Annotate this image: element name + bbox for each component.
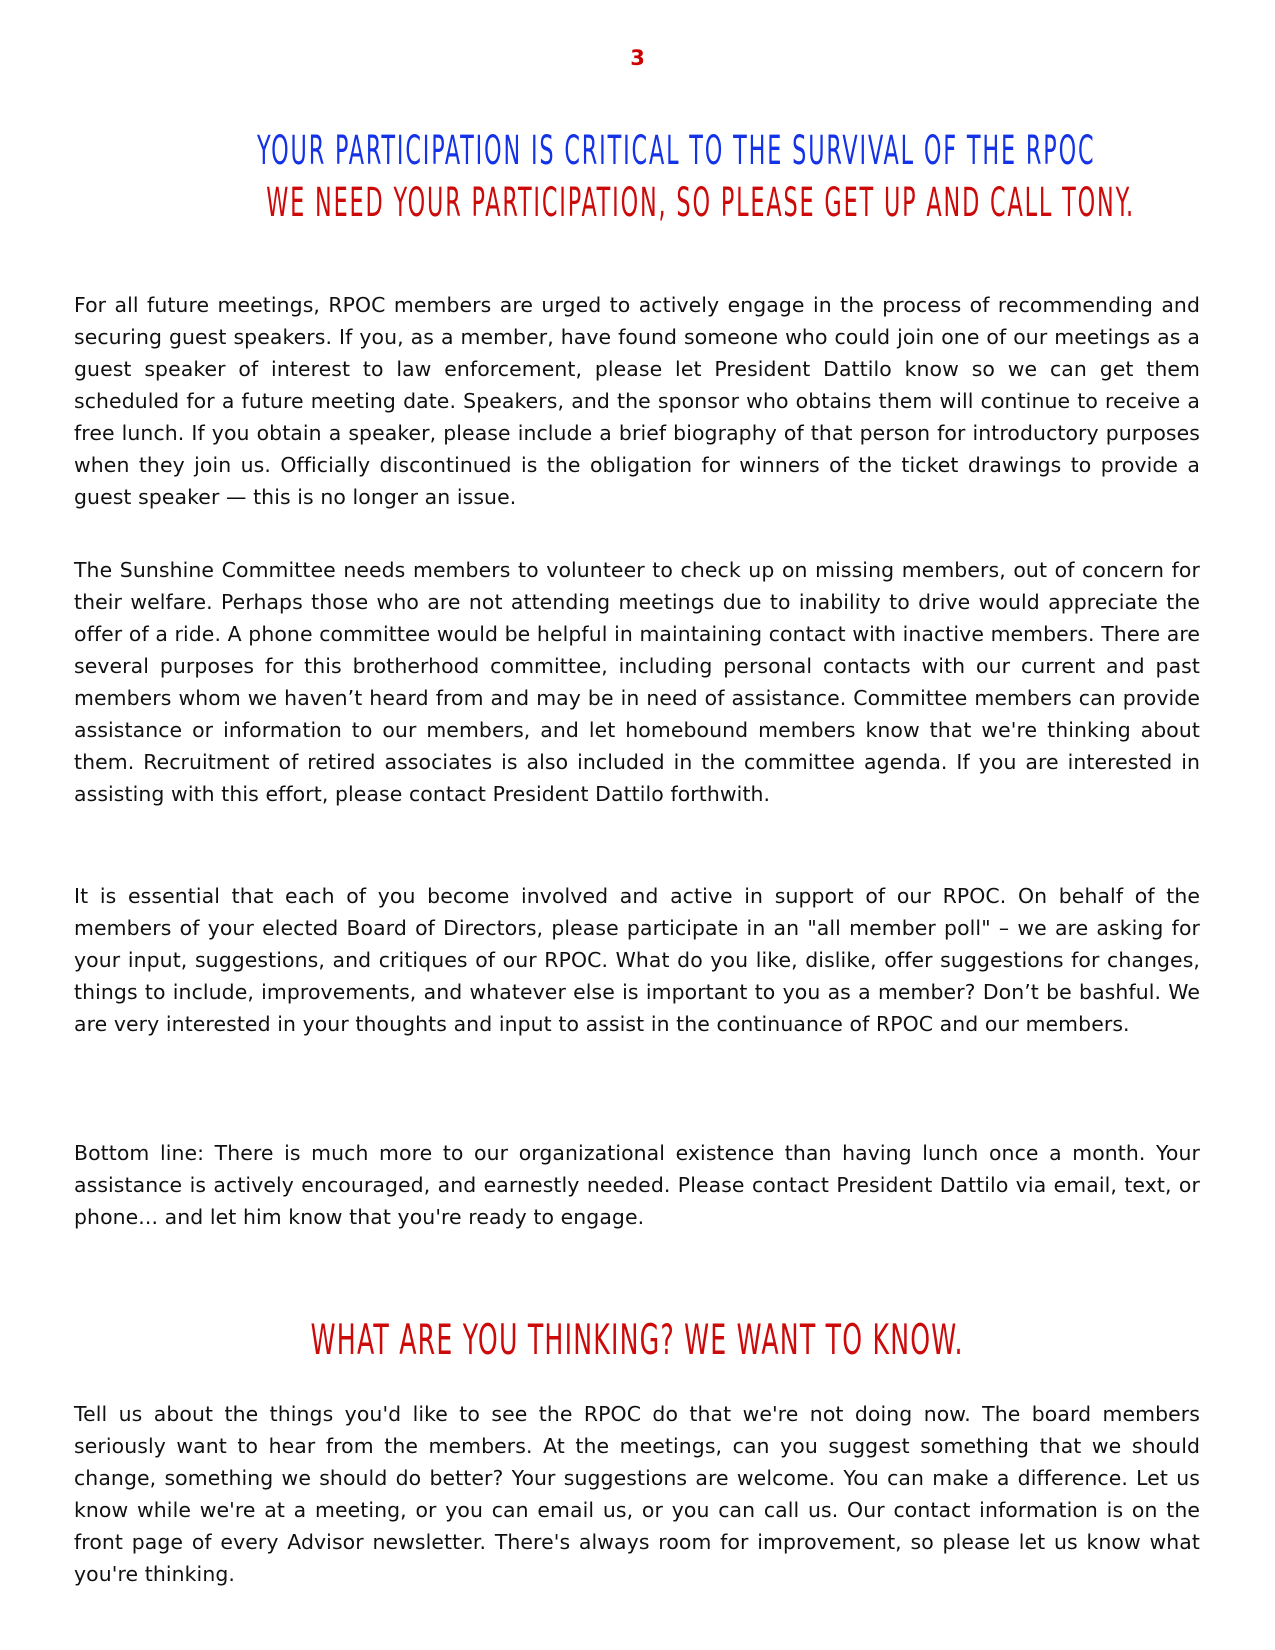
- paragraph-suggestions: Tell us about the things you'd like to see the RPOC do that we're not doing now. The board members seriously want to hear from the members. At the meetings, can you suggest something that we should change, something we should do better? Your suggestions are welcome. You can make a difference. Let us know while we're at a meeting, or you can email us, or you can call us. Our contact information is on the front page of every Advisor newsletter. There's always room for improvement, so please let us know what you're thinking.: [74, 1402, 1200, 1587]
- section-title-text: WHAT ARE YOU THINKING? WE WANT TO KNOW.: [310, 1315, 965, 1364]
- paragraph-member-poll: It is essential that each of you become involved and active in support of our RPOC. On behalf of the members of your elected Board of Directors, please participate in an "all member poll" – we are asking for your input, suggestions, and critiques of our RPOC. What do you like, dislike, offer suggestions for changes, things to include, improvements, and whatever else is important to you as a member? Don’t be bashful. We are very interested in your thoughts and input to assist in the continuance of RPOC and our members.: [74, 884, 1200, 1037]
- headline-call-tony: [0, 180, 1275, 226]
- page-number: 3: [630, 46, 645, 70]
- headline-participation-critical: [0, 128, 1275, 174]
- headline-line-1: YOUR PARTICIPATION IS CRITICAL TO THE SURVIVAL OF THE RPOC: [256, 128, 1096, 174]
- paragraph-sunshine-committee: The Sunshine Committee needs members to volunteer to check up on missing members, out of concern for their welfare. Perhaps those who are not attending meetings due to inability to drive would appreciate the offer of a ride. A phone committee would be helpful in maintaining contact with inactive members. There are several purposes for this brotherhood committee, including personal contacts with our current and past members whom we haven’t heard from and may be in need of assistance. Committee members can provide assistance or information to our members, and let homebound members know that we're thinking about them. Recruitment of retired associates is also included in the committee agenda. If you are interested in assisting with this effort, please contact President Dattilo forthwith.: [74, 558, 1200, 807]
- paragraph-bottom-line: Bottom line: There is much more to our organizational existence than having lunch once a month. Your assistance is actively encouraged, and earnestly needed. Please contact President Dattilo via email, text, or phone... and let him know that you're ready to engage.: [74, 1141, 1200, 1230]
- headline-line-2: WE NEED YOUR PARTICIPATION, SO PLEASE GET UP AND CALL TONY.: [266, 180, 1135, 226]
- section-title-what-are-you-thinking: [0, 1315, 1275, 1364]
- paragraph-guest-speakers: For all future meetings, RPOC members are urged to actively engage in the process of recommending and securing guest speakers. If you, as a member, have found someone who could join one of our meetings as a guest speaker of interest to law enforcement, please let President Dattilo know so we can get them scheduled for a future meeting date. Speakers, and the sponsor who obtains them will continue to receive a free lunch. If you obtain a speaker, please include a brief biography of that person for introductory purposes when they join us. Officially discontinued is the obligation for winners of the ticket drawings to provide a guest speaker — this is no longer an issue.: [74, 293, 1200, 510]
